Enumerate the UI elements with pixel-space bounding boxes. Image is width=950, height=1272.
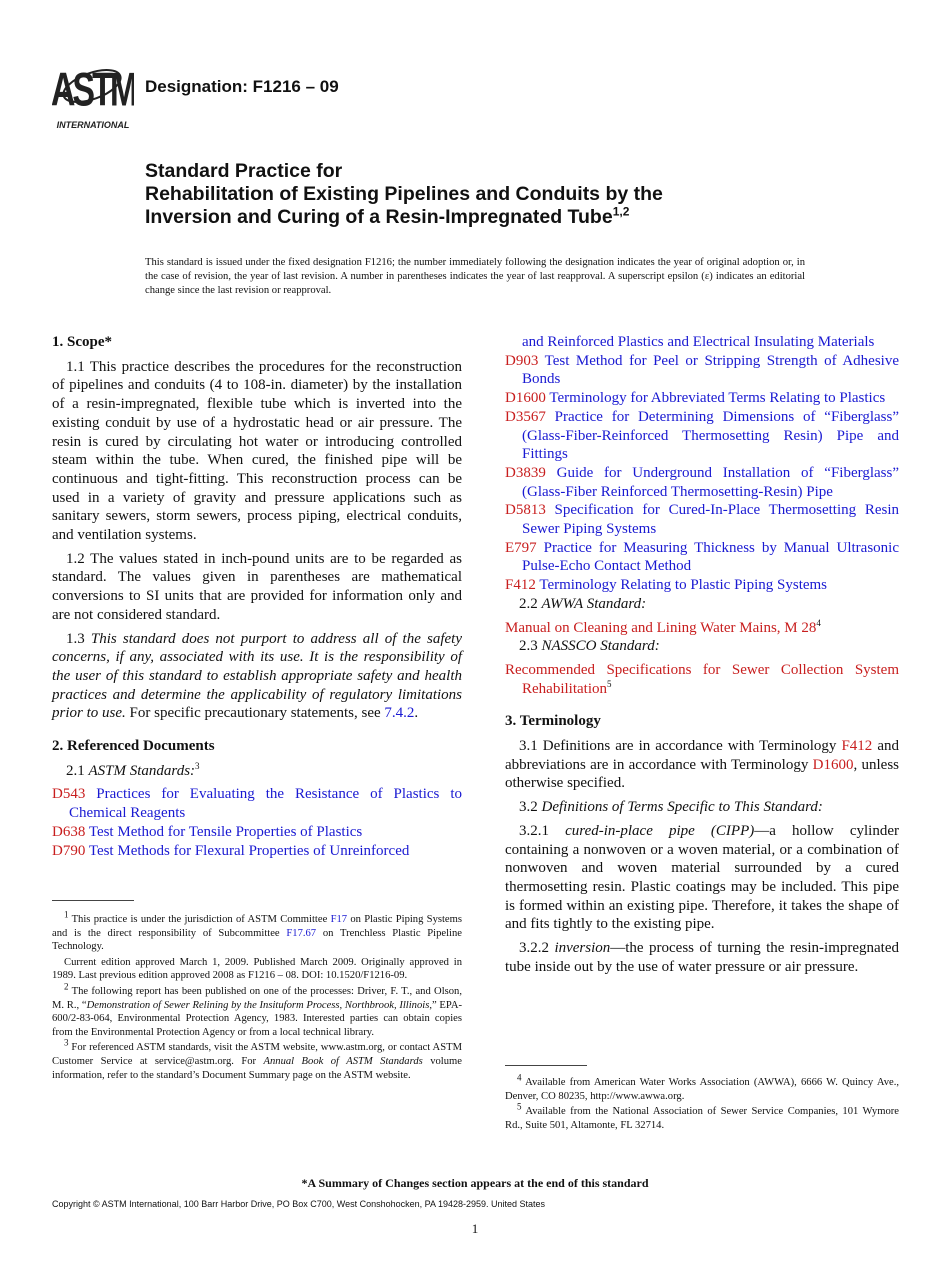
committee-link[interactable]: F17 (330, 914, 348, 925)
text: 3.2.1 (519, 822, 566, 839)
footnote (505, 1072, 899, 1103)
paragraph (505, 737, 899, 793)
text: For referenced ASTM standards, visit the ASTM website, www.astm.org, or contact ASTM Customer Service at service@astm.org. For (52, 1042, 462, 1067)
committee-link[interactable]: F17.67 (286, 927, 317, 939)
reference-entry (505, 661, 899, 698)
footnote-number: 4 (517, 1072, 522, 1083)
footnote (52, 956, 462, 983)
footnote-number: 5 (517, 1101, 522, 1112)
text: Available from American Water Works Association (AWWA), 6666 W. Quincy Ave., Denver, CO 80235, http://www.awwa.org. (505, 1077, 899, 1102)
reference-link[interactable]: Specification for Cured-In-Place Thermosetting Resin Sewer Piping Systems (522, 502, 899, 538)
text: , unless otherwise specified. (505, 756, 899, 792)
reference-entry (505, 539, 899, 576)
summary-of-changes-note: *A Summary of Changes section appears at the end of this standard (301, 1176, 649, 1190)
text: 2.2 (519, 595, 542, 612)
paragraph (52, 358, 462, 545)
text: 3.2 (519, 799, 542, 816)
text: 3.1 Definitions are in accordance with Terminology (519, 738, 842, 755)
footnote-number: 1 (64, 909, 69, 920)
designation: Designation: F1216 – 09 (145, 77, 339, 96)
italic-text: This standard does not purport to address all of the safety concerns, if any, associated with its use. It is the responsibility of the user of this standard to establish appropriate safety and health practices and determine the applicability of regulatory limitations prior to use. (52, 630, 463, 722)
title-line: Standard Practice for (145, 160, 343, 182)
reference-link[interactable]: Practices for Evaluating the Resistance of Plastics to Chemical Reagents (69, 786, 462, 822)
paragraph (52, 762, 462, 781)
document-title (145, 160, 845, 229)
footnote (52, 1037, 462, 1082)
paragraph (52, 550, 462, 625)
reference-entry (505, 576, 899, 595)
text: 3.2.2 (519, 940, 555, 957)
paragraph (505, 939, 899, 976)
reference-entry (52, 785, 462, 822)
footnote-divider (52, 900, 134, 901)
section-heading (52, 737, 462, 756)
reference-link[interactable]: D790 (52, 842, 86, 859)
reference-entry (505, 408, 899, 464)
footnote-divider (505, 1065, 587, 1066)
reference-link[interactable]: 7.4.2 (384, 705, 415, 722)
text: 2.1 (66, 762, 89, 779)
italic-text: NASSCO Standard: (541, 638, 660, 655)
text: This practice is under the jurisdiction of ASTM Committee (68, 914, 331, 925)
reference-link[interactable]: Recommended Specifications for Sewer Collection System Rehabilitation (505, 661, 899, 697)
reference-entry (505, 352, 899, 389)
reference-link[interactable]: D1600 (812, 756, 854, 773)
paragraph (505, 822, 899, 934)
reference-link[interactable]: F412 (841, 738, 873, 755)
title-line: Rehabilitation of Existing Pipelines and Conduits by the (145, 183, 663, 205)
footnote-ref[interactable]: 3 (195, 760, 200, 771)
reference-link[interactable]: D543 (52, 786, 86, 803)
reference-link[interactable]: Practice for Measuring Thickness by Manual Ultrasonic Pulse-Echo Contact Method (522, 539, 899, 575)
left-column (52, 333, 462, 860)
text: —the process of turning the resin-impregnated tube inside out by the use of water pressure or air pressure. (505, 940, 899, 975)
astm-logo (52, 58, 134, 132)
reference-entry (52, 842, 462, 861)
reference-link[interactable]: F412 (505, 577, 536, 594)
issuance-note: This standard is issued under the fixed designation F1216; the number immediately following the designation indicates the year of original adoption or, in the case of revision, the year of last revision. A number in parentheses indicates the year of last reapproval. A superscript epsilon (ε) indicates an editorial change since the last revision or reapproval. (145, 257, 805, 296)
text: —a hollow cylinder containing a nonwoven or a woven material, or a combination of nonwoven and woven material surrounded by a cured thermosetting resin. Plastic coatings may be included. This pipe is formed within an existing pipe. Therefore, it takes the shape of and fits tightly to the existing pipe. (505, 822, 899, 933)
reference-link[interactable]: D1600 (505, 390, 546, 407)
paragraph (52, 630, 462, 724)
footnote (52, 981, 462, 1039)
reference-link[interactable]: and Reinforced Plastics and Electrical Insulating Materials (522, 334, 875, 350)
text: 1.2 The values stated in inch-pound units are to be regarded as standard. The values given in parentheses are mathematical conversions to SI units that are provided for information only and are not considered standard. (52, 550, 462, 623)
reference-entry (505, 333, 899, 352)
text: Demonstration of Sewer Relining by the Insituform Process, Northbrook, Illinois (86, 999, 430, 1011)
footnote-number: 3 (64, 1037, 69, 1048)
footnote-number: 2 (64, 981, 69, 992)
text: Annual Book of ASTM Standards (263, 1055, 423, 1067)
text: volume information, refer to the standard’s Document Summary page on the ASTM website. (52, 1055, 462, 1081)
paragraph (505, 637, 899, 656)
footnote-ref[interactable]: 4 (816, 617, 821, 628)
text: 1. Scope* (52, 334, 112, 350)
footnote (52, 909, 462, 954)
text: on Trenchless Plastic Pipeline Technology. (52, 927, 462, 953)
reference-link[interactable]: Test Method for Peel or Stripping Strength of Adhesive Bonds (522, 352, 899, 388)
reference-entry (505, 501, 899, 538)
text: Available from the National Association of Sewer Service Companies, 101 Wymore Rd., Suite 501, Altamonte, FL 32714. (505, 1106, 899, 1131)
reference-entry (505, 464, 899, 501)
reference-link[interactable]: Manual on Cleaning and Lining Water Mains, M 28 (505, 619, 817, 636)
italic-text: ASTM Standards: (88, 762, 196, 779)
italic-text: AWWA Standard: (541, 595, 647, 612)
svg-text:INTERNATIONAL: INTERNATIONAL (56, 120, 130, 130)
footnotes-right (505, 1072, 899, 1134)
text: 2. Referenced Documents (52, 738, 215, 755)
text: For specific precautionary statements, see (125, 705, 385, 722)
text: The following report has been published on one of the processes: Driver, F. T., and Olson, M. R., “ (52, 985, 462, 1011)
copyright: Copyright © ASTM International, 100 Barr Harbor Drive, PO Box C700, West Conshohocken, PA 19428-2959. United States (52, 1199, 546, 1209)
footnote-ref[interactable]: 5 (606, 678, 612, 689)
reference-link[interactable]: D3567 (505, 408, 546, 425)
section-heading (505, 712, 899, 731)
page-number: 1 (471, 1221, 479, 1236)
footnotes-left (52, 909, 462, 1084)
reference-entry (505, 619, 899, 638)
paragraph (505, 595, 899, 614)
svg-text:ASTM: ASTM (52, 63, 134, 116)
text: 3. Terminology (505, 713, 601, 730)
italic-text: Definitions of Terms Specific to This Standard: (541, 799, 823, 816)
text: 2.3 (519, 638, 542, 655)
italic-text: cured-in-place pipe (CIPP) (565, 822, 755, 839)
text: 1.1 This practice describes the procedures for the reconstruction of pipelines and conduits (4 to 108-in. diameter) by the installation of a resin-impregnated, flexible tube which is inverted into the existing conduit by use of a hydrostatic head or air pressure. The resin is cured by circulating hot water or introducing controlled steam within the tube. When cured, the finished pipe will be continuous and tight-fitting. This reconstruction process can be used in a variety of gravity and pressure applications such as sanitary sewers, storm sewers, process piping, electrical conduits, and ventilation systems. (52, 358, 462, 544)
section-heading (52, 333, 462, 352)
reference-link[interactable]: D5813 (505, 502, 546, 519)
title-line (145, 206, 845, 229)
footnote-ref[interactable]: 1,2 (612, 204, 630, 219)
paragraph (505, 798, 899, 817)
reference-link[interactable]: Test Method for Tensile Properties of Plastics (85, 823, 363, 840)
footnote (505, 1101, 899, 1132)
text: on Plastic Piping Systems and is the direct responsibility of Subcommittee (52, 914, 462, 939)
text: . (414, 705, 419, 722)
reference-link[interactable]: D638 (52, 823, 86, 840)
reference-entry (52, 823, 462, 842)
text: Current edition approved March 1, 2009. Published March 2009. Originally approved in 1989. Last previous edition approved 2008 as F1216 – 08. DOI: 10.1520/F1216-09. (52, 956, 462, 982)
reference-link[interactable]: Guide for Underground Installation of “Fiberglass” (Glass-Fiber Reinforced Thermosetting-Resin) Pipe (522, 464, 899, 500)
title-text: Inversion and Curing of a Resin-Impregnated Tube (145, 206, 613, 228)
reference-entry (505, 389, 899, 408)
reference-link[interactable]: D3839 (505, 464, 546, 481)
reference-link[interactable]: Terminology for Abbreviated Terms Relating to Plastics (545, 390, 886, 407)
reference-link[interactable]: Practice for Determining Dimensions of “Fiberglass” (Glass-Fiber-Reinforced Thermosetting Resin) Pipe and Fittings (522, 408, 899, 463)
reference-link[interactable]: Test Methods for Flexural Properties of Unreinforced (85, 842, 410, 859)
reference-link[interactable]: Terminology Relating to Plastic Piping Systems (535, 577, 828, 594)
reference-link[interactable]: E797 (505, 539, 537, 556)
text: ,” EPA-600/2-83-064, Environmental Protection Agency, 1983. Interested parties can obtain copies from the Environmental Protection Agency or from a local technical library. (52, 999, 462, 1038)
reference-link[interactable]: D903 (505, 352, 539, 369)
right-column (505, 333, 899, 982)
text: 1.3 (66, 630, 91, 647)
italic-text: inversion (554, 940, 611, 957)
text: and abbreviations are in accordance with Terminology (505, 738, 899, 773)
